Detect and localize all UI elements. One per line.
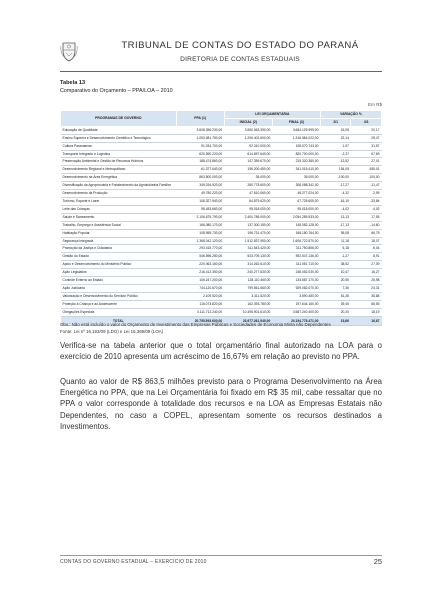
cell-ppa: 349.034.920,00 <box>176 182 224 190</box>
column-header-var-3-1: 3/1 <box>351 118 382 126</box>
cell-v31: -2,99 <box>351 190 382 198</box>
table-row <box>61 308 382 316</box>
table-row <box>61 237 382 245</box>
cell-inicial: 84.879.620,00 <box>224 197 272 205</box>
coat-of-arms-icon <box>60 40 78 62</box>
cell-program: Desenvolvimento Regional e Metropolitano <box>61 166 177 174</box>
cell-v31: 66,55 <box>351 300 382 308</box>
footer-title: CONTAS DO GOVERNO ESTADUAL – EXERCÍCIO DE 2010 <box>60 559 207 565</box>
cell-final: 48.277.024,00 <box>272 190 320 198</box>
cell-v21: 38,52 <box>320 261 350 269</box>
total-final: 24.194.778.471,00 <box>272 316 320 326</box>
cell-program: Leite das Crianças <box>61 205 177 213</box>
currency-unit: Em R$ <box>367 102 382 107</box>
cell-v31: 24,31 <box>351 284 382 292</box>
cell-ppa: 220.063.160,00 <box>176 261 224 269</box>
cell-program: Saúde e Saneamento <box>61 213 177 221</box>
cell-v21: 95,08 <box>320 229 350 237</box>
cell-v31: 27,09 <box>351 261 382 269</box>
cell-program: Desenvolvimento da Produção <box>61 190 177 198</box>
cell-v21: 1,57 <box>320 142 350 150</box>
cell-v21: 22,14 <box>320 134 350 142</box>
cell-v21: -13,52 <box>320 158 350 166</box>
cell-ppa: 216.412.350,00 <box>176 269 224 277</box>
cell-ppa: 108.959.730,00 <box>176 229 224 237</box>
cell-program: Valorização e Desenvolvimento do Servidor Público <box>61 292 177 300</box>
cell-final: 3.684.125.995,00 <box>272 126 320 134</box>
cell-v21: -17,13 <box>320 221 350 229</box>
cell-inicial: 533.709.130,00 <box>224 253 272 261</box>
cell-ppa: 3.608.356.230,00 <box>176 126 224 134</box>
table-row <box>61 158 382 166</box>
cell-v21: 15,05 <box>320 126 350 134</box>
cell-program: Preservação Ambiental e Gestão de Recursos Hídricos <box>61 158 177 166</box>
cell-final: 134.687.170,00 <box>272 277 320 285</box>
cell-v21: 51,28 <box>320 292 350 300</box>
cell-program: Apoio e Desenvolvimento do Ministério Público <box>61 261 177 269</box>
cell-ppa: 2.106.675.790,00 <box>176 213 224 221</box>
table-row <box>61 269 382 277</box>
table-notes <box>60 321 331 335</box>
cell-program: Habitação Popular <box>61 229 177 237</box>
cell-program: Ensino Superior e Desenvolvimento Científico e Tecnológico <box>61 134 177 142</box>
table-row <box>61 229 382 237</box>
cell-inicial: 156.200.450,00 <box>224 166 272 174</box>
cell-final: 215.320.380,00 <box>272 158 320 166</box>
table-row <box>61 166 382 174</box>
table-row <box>61 284 382 292</box>
cell-inicial: 128.110.460,00 <box>224 277 272 285</box>
cell-v31: 20,17 <box>351 126 382 134</box>
cell-ppa: 108.327.940,00 <box>176 197 224 205</box>
table-row <box>61 182 382 190</box>
cell-inicial: 2.400.786.000,00 <box>224 213 272 221</box>
cell-ppa: 863.500.000,00 <box>176 174 224 182</box>
cell-final: 592.547.136,00 <box>272 253 320 261</box>
table-row <box>61 174 382 182</box>
table-row <box>61 126 382 134</box>
cell-inicial: 3.311.520,00 <box>224 292 272 300</box>
cell-program: Segurança Integrada <box>61 237 177 245</box>
cell-inicial: 162.393.780,00 <box>224 300 272 308</box>
cell-v31: 18,07 <box>351 237 382 245</box>
cell-inicial: 95.018.000,00 <box>224 205 272 213</box>
column-header-program: PROGRAMAS DE GOVERNO <box>61 111 177 127</box>
cell-v21: 6,18 <box>320 245 350 253</box>
table-row <box>61 261 382 269</box>
cell-inicial: 147.359.670,00 <box>224 158 272 166</box>
cell-final: 67.728.605,00 <box>272 197 320 205</box>
cell-final: 1.316.584.022,00 <box>272 134 320 142</box>
cell-ppa: 91.034.700,00 <box>176 142 224 150</box>
cell-final: 3.590.480,00 <box>272 292 320 300</box>
cell-final: 108.070.743,00 <box>272 142 320 150</box>
table-row <box>61 300 382 308</box>
cell-v31: 31,57 <box>351 142 382 150</box>
cell-program: Gestão do Estado <box>61 253 177 261</box>
cell-final: 95.018.000,00 <box>272 205 320 213</box>
cell-v21: -16,19 <box>320 197 350 205</box>
cell-v31: 16,27 <box>351 269 382 277</box>
table-row <box>61 134 382 142</box>
cell-inicial: 1.206.402.600,00 <box>224 134 272 142</box>
table-row <box>61 190 382 198</box>
cell-final: 2.054.285.933,00 <box>272 213 320 221</box>
cell-ppa: 188.474.860,00 <box>176 158 224 166</box>
cell-final: 248.052.030,00 <box>272 269 320 277</box>
cell-ppa: 106.247.200,00 <box>176 277 224 285</box>
cell-final: 311.051.710,00 <box>272 261 320 269</box>
cell-final: 35.000,00 <box>272 174 320 182</box>
cell-v21: 7,36 <box>320 284 350 292</box>
cell-ppa: 3.111.712.240,00 <box>176 308 224 316</box>
cell-v31: 18,19 <box>351 308 382 316</box>
cell-v21: 11,18 <box>320 237 350 245</box>
cell-final: 820.700.000,00 <box>272 150 320 158</box>
cell-final: 148.082.128,00 <box>272 221 320 229</box>
cell-inicial: 240.277.630,00 <box>224 269 272 277</box>
cell-v31: 67,69 <box>351 150 382 158</box>
department-subtitle: DIRETORIA DE CONTAS ESTADUAIS <box>180 56 300 63</box>
cell-v31: 6,04 <box>351 245 382 253</box>
cell-final: 311.750.856,00 <box>272 245 320 253</box>
cell-ppa: 1.053.081.750,00 <box>176 134 224 142</box>
cell-inicial: 311.543.420,00 <box>224 245 272 253</box>
cell-program: Desenvolvimento na Área Energética <box>61 174 177 182</box>
cell-inicial: 3.550.063.390,00 <box>224 126 272 134</box>
cell-v21: -1,27 <box>320 253 350 261</box>
cell-v31: -14,60 <box>351 221 382 229</box>
budget-comparison-table <box>60 110 382 326</box>
cell-v21: 154,05 <box>320 166 350 174</box>
cell-v31: 27,01 <box>351 158 382 166</box>
table-row <box>61 150 382 158</box>
cell-ppa: 61.377.640,00 <box>176 166 224 174</box>
cell-ppa: 166.080.170,00 <box>176 221 224 229</box>
table-row <box>61 292 382 300</box>
cell-v31: 25,47 <box>351 134 382 142</box>
cell-v31: 38,88 <box>351 292 382 300</box>
cell-inicial: 196.731.470,00 <box>224 229 272 237</box>
cell-v31: 8,91 <box>351 253 382 261</box>
page-number: 25 <box>373 557 382 566</box>
cell-program: Ação Legislativa <box>61 269 177 277</box>
cell-v21: -4,32 <box>320 190 350 198</box>
cell-inicial: 280.778.600,00 <box>224 182 272 190</box>
cell-final: 308.088.342,00 <box>272 182 320 190</box>
total-var-2-1: 15,66 <box>320 316 350 326</box>
footer-divider <box>60 555 382 556</box>
cell-program: Cultura Paranaense <box>61 142 177 150</box>
cell-ppa: 546.596.280,00 <box>176 253 224 261</box>
cell-v21: 13,13 <box>320 213 350 221</box>
cell-ppa: 620.590.220,00 <box>176 150 224 158</box>
cell-final: 3.587.240.400,00 <box>272 308 320 316</box>
cell-inicial: 47.610.060,00 <box>224 190 272 198</box>
table-source: Fonte: Lei nº 16.193/09 (LDO) e Lei 16.369/09 (LOA) <box>60 329 164 334</box>
cell-ppa: 2.109.520,00 <box>176 292 224 300</box>
cell-ppa: 744.120.670,00 <box>176 284 224 292</box>
table-observation: Obs.: Não está incluído o valor do Orçamento de Investimento das Empresas Públicas e Sociedades de Economia Mista não Dependentes <box>60 322 331 327</box>
table-row <box>61 205 382 213</box>
cell-program: Trabalho, Emprego e Assistência Social <box>61 221 177 229</box>
cell-ppa: 116.073.820,00 <box>176 300 224 308</box>
cell-v21: -4,02 <box>320 205 350 213</box>
cell-program: Turismo, Esporte e Lazer <box>61 197 177 205</box>
cell-program: Obrigações Especiais <box>61 308 177 316</box>
institution-title: TRIBUNAL DE CONTAS DO ESTADO DO PARANÁ <box>121 40 359 51</box>
paragraph: Verifica-se na tabela anterior que o total orçamentário final autorizado na LOA para o exercício de 2010 apresenta um acréscimo de 16,67% em relação ao previsto no PPA. <box>60 341 382 362</box>
cell-program: Controle Externo ao Estado <box>61 277 177 285</box>
cell-v21: 20,55 <box>320 277 350 285</box>
header-divider <box>60 71 382 72</box>
column-header-initial: INICIAL (2) <box>224 118 272 126</box>
cell-inicial: 35.000,00 <box>224 174 272 182</box>
cell-v21: -2,37 <box>320 150 350 158</box>
cell-v21: -100,00 <box>320 174 350 182</box>
cell-inicial: 10.495.901.610,00 <box>224 308 272 316</box>
table-row <box>61 197 382 205</box>
table-row <box>61 245 382 253</box>
cell-v21: 20,20 <box>320 308 350 316</box>
cell-v21: 39,45 <box>320 300 350 308</box>
cell-v31: 66,75 <box>351 229 382 237</box>
cell-ppa: 98.453.660,00 <box>176 205 224 213</box>
cell-v31: 26,98 <box>351 277 382 285</box>
column-header-var-2-1: 2/1 <box>320 118 350 126</box>
cell-v31: -33,84 <box>351 197 382 205</box>
table-label: Tabela 13 <box>60 80 86 86</box>
table-row <box>61 213 382 221</box>
cell-inicial: 1.512.837.950,00 <box>224 237 272 245</box>
cell-program: Ação Judiciária <box>61 284 177 292</box>
table-body <box>61 126 382 316</box>
cell-final: 197.644.160,00 <box>272 300 320 308</box>
cell-v31: -4,02 <box>351 205 382 213</box>
cell-inicial: 799.561.660,00 <box>224 284 272 292</box>
cell-program: Transporte Integrado e Logística <box>61 150 177 158</box>
total-initial: 23.977.261.540,00 <box>224 316 272 326</box>
cell-inicial: 137.300.150,00 <box>224 221 272 229</box>
table-row <box>61 277 382 285</box>
cell-v21: 10,47 <box>320 269 350 277</box>
total-var-3-1: 16,67 <box>351 316 382 326</box>
cell-v31: -11,47 <box>351 182 382 190</box>
cell-ppa: 293.415.770,00 <box>176 245 224 253</box>
column-group-loa: LEI ORÇAMENTÁRIA <box>224 111 320 119</box>
cell-inicial: 614.657.640,00 <box>224 150 272 158</box>
table-row <box>61 221 382 229</box>
cell-final: 168.180.764,00 <box>272 229 320 237</box>
cell-ppa: 1.368.042.120,00 <box>176 237 224 245</box>
column-header-ppa: PPA (1) <box>176 111 224 127</box>
cell-v31: 17,55 <box>351 213 382 221</box>
cell-v31: -100,00 <box>351 174 382 182</box>
column-group-variation: VARIAÇÃO % <box>320 111 381 119</box>
cell-final: 1.606.722.570,00 <box>272 237 320 245</box>
total-label: TOTAL <box>61 316 177 326</box>
paragraph: Quanto ao valor de R$ 863,5 milhões previsto para o Programa Desenvolvimento na Área Energética no PPA, que na Lei Orçamentária foi fixado em R$ 35 mil, cabe ressaltar que no PPA o valor corresponde à totalidade dos recursos e na LOA as Empresas Estatais não Dependentes, no caso a COPEL, apresentam somente os recursos destinados a Investimentos. <box>60 377 382 431</box>
table-row <box>61 253 382 261</box>
cell-inicial: 314.262.610,00 <box>224 261 272 269</box>
cell-final: 341.015.410,00 <box>272 166 320 174</box>
cell-ppa: 49.780.220,00 <box>176 190 224 198</box>
cell-final: 929.082.070,00 <box>272 284 320 292</box>
total-ppa: 20.755.593.600,00 <box>176 316 224 326</box>
table-row <box>61 142 382 150</box>
cell-v21: -17,27 <box>320 182 350 190</box>
cell-program: Proteção à Criança e ao Adolescente <box>61 300 177 308</box>
table-caption: Comparativo do Orçamento – PPA/LOA – 2010 <box>60 88 173 94</box>
cell-program: Diversificação da Agropecuária e Fortalecimento da Agroindústria Familiar <box>61 182 177 190</box>
cell-program: Promoção da Justiça e Cidadania <box>61 245 177 253</box>
column-header-final: FINAL (3) <box>272 118 320 126</box>
cell-program: Educação de Qualidade <box>61 126 177 134</box>
cell-v31: 455,01 <box>351 166 382 174</box>
cell-inicial: 92.310.000,00 <box>224 142 272 150</box>
